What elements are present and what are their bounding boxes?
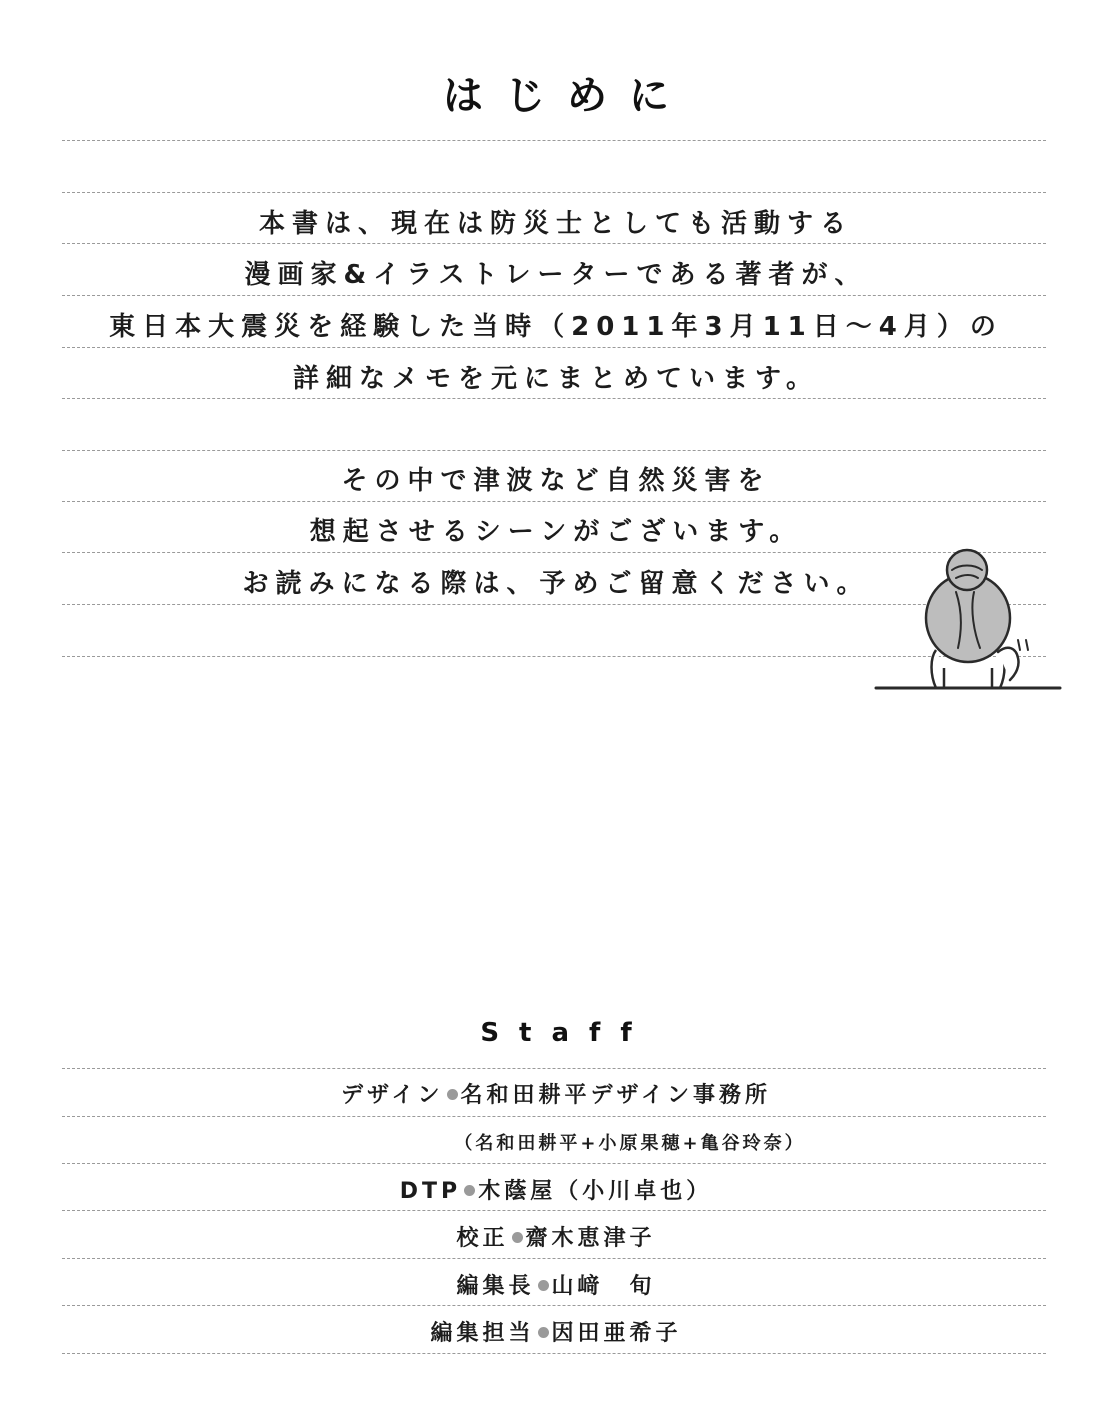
staff-entry-chief-editor — [0, 1269, 1112, 1300]
rule-line — [62, 398, 1046, 399]
notice-line: 想起させるシーンがございます。 — [309, 517, 803, 547]
staff-name: 齋木恵津子 — [525, 1226, 656, 1251]
staff-name: 山﨑 旬 — [551, 1274, 656, 1299]
rule-line — [62, 501, 1046, 502]
staff-name: （名和田耕平+小原果穂+亀谷玲奈） — [454, 1133, 806, 1154]
rule-line — [62, 347, 1046, 348]
rule-line — [62, 1258, 1046, 1259]
staff-role: 編集担当 — [430, 1321, 535, 1346]
rule-line — [62, 1163, 1046, 1164]
staff-entry-proofreading — [0, 1221, 1112, 1252]
staff-name: 名和田耕平デザイン事務所 — [460, 1083, 771, 1108]
rule-line — [62, 1305, 1046, 1306]
staff-heading: Staff — [480, 1018, 652, 1048]
staff-entry-editor — [0, 1316, 1112, 1347]
rule-line — [62, 450, 1046, 451]
rule-line — [62, 140, 1046, 141]
staff-name: 木蔭屋（小川卓也） — [478, 1179, 713, 1204]
bullet-dot-icon — [512, 1232, 523, 1243]
intro-line: 漫画家&イラストレーターである著者が、 — [244, 260, 868, 290]
bullet-dot-icon — [464, 1185, 475, 1196]
staff-entry-dtp — [0, 1174, 1112, 1205]
bullet-dot-icon — [447, 1089, 458, 1100]
staff-role: DTP — [399, 1179, 462, 1204]
bullet-dot-icon — [538, 1327, 549, 1338]
rule-line — [62, 295, 1046, 296]
staff-role: デザイン — [341, 1083, 444, 1108]
intro-line: 詳細なメモを元にまとめています。 — [293, 364, 819, 394]
staff-entry-design-members — [0, 1129, 1112, 1155]
woman-writing-at-desk-icon — [870, 540, 1066, 700]
notice-line: その中で津波など自然災害を — [341, 466, 771, 496]
page-title: はじめに — [443, 73, 691, 119]
staff-role: 編集長 — [456, 1274, 535, 1299]
rule-line — [62, 1353, 1046, 1354]
rule-line — [62, 243, 1046, 244]
staff-entry-design — [0, 1078, 1112, 1109]
rule-line — [62, 192, 1046, 193]
staff-role: 校正 — [456, 1226, 509, 1251]
notice-line: お読みになる際は、予めご留意ください。 — [242, 569, 870, 599]
staff-name: 因田亜希子 — [551, 1321, 682, 1346]
intro-line: 東日本大震災を経験した当時（2011年3月11日～4月）の — [109, 312, 1003, 342]
bullet-dot-icon — [538, 1280, 549, 1291]
intro-line: 本書は、現在は防災士としても活動する — [258, 209, 853, 239]
rule-line — [62, 1210, 1046, 1211]
rule-line — [62, 1068, 1046, 1069]
rule-line — [62, 1116, 1046, 1117]
